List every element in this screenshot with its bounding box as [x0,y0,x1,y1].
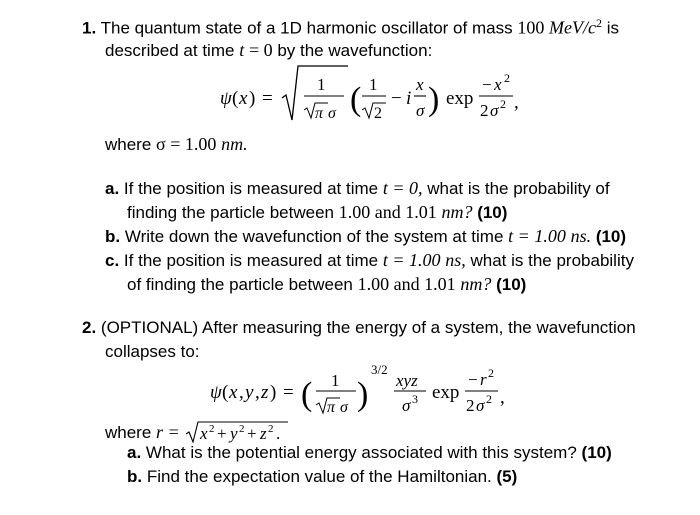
part-text: What is the potential energy associated with this system? [145,443,577,462]
part-text: Find the expectation value of the Hamiltonian. [146,467,492,486]
problem-2-line-2 [105,342,200,362]
problem-1-mass-unit: MeV/c [549,17,597,38]
svg-text:x: x [494,75,502,94]
svg-text:2: 2 [488,366,494,380]
svg-text:x: x [239,88,248,109]
svg-text:σ: σ [402,396,411,415]
svg-text:): ) [249,88,256,109]
part-text: of finding the particle between [127,275,353,294]
svg-text:−: − [468,370,478,389]
part-unit: ns, [445,250,466,270]
problem-1-part-c-line-2 [127,274,526,295]
part-points: (10) [595,227,627,246]
part-unit: nm? [441,202,473,222]
svg-text:): ) [428,81,440,118]
part-points: (10) [477,203,508,222]
svg-text:=: = [262,88,273,109]
svg-text:σ: σ [490,101,499,120]
part-math: t = 0, [382,178,423,198]
wavefunction-equation-1 [220,60,560,135]
svg-text:3: 3 [412,392,418,406]
svg-text:σ: σ [340,399,348,416]
svg-text:1: 1 [331,371,340,390]
part-label: a. [105,179,120,198]
problem-1-intro2-a: described at time [105,41,235,60]
svg-text:2: 2 [480,101,489,120]
svg-text:σ: σ [476,396,485,415]
problem-1-number: 1. [82,18,97,38]
problem-1-part-a-line-2 [127,202,507,223]
part-points: (10) [496,275,527,294]
problem-1-intro2-b: by the wavefunction: [277,41,433,60]
svg-text:2: 2 [268,423,274,435]
svg-text:i: i [406,88,412,109]
svg-text:.: . [276,424,281,443]
problem-2-number: 2. [82,318,97,337]
svg-text:,: , [500,387,505,408]
svg-text:r: r [480,370,487,389]
problem-1-part-c-line-1 [105,250,634,271]
svg-text:(: ( [350,81,362,118]
svg-text:y: y [245,382,254,403]
svg-text:z: z [260,424,268,443]
part-text-end: what is the probability of [427,179,610,198]
svg-text:exp: exp [432,382,460,403]
problem-1-where-label: where [105,135,152,154]
part-label: a. [127,443,142,462]
wavefunction-equation-2 [210,360,550,427]
problem-2-intro-a: (OPTIONAL) After measuring the energy of a system, the wavefunction [100,318,636,337]
part-math: 1.00 and 1.01 [338,202,437,222]
problem-2-intro-b: collapses to: [105,342,200,361]
problem-1-mass: 100 [517,17,545,38]
svg-text:,: , [514,92,519,113]
svg-text:2: 2 [486,392,492,406]
svg-text:ψ: ψ [220,88,232,109]
svg-text:π: π [327,399,336,416]
part-text-end: what is the probability [470,251,634,270]
svg-text:2: 2 [374,105,382,122]
part-points: (5) [496,467,518,486]
svg-text:+: + [217,424,228,443]
problem-1-line-1: 1. The quantum state of a 1D harmonic oscillator of mass 100 MeV/$c^2$ is [82,16,620,38]
svg-text:2: 2 [504,71,510,85]
svg-text:=: = [283,382,294,403]
part-label: c. [105,251,120,270]
part-unit: nm? [460,274,492,294]
problem-1-part-a-line-1 [105,178,610,199]
part-text: finding the particle between [127,203,334,222]
problem-1-part-b [105,226,626,247]
svg-text:,: , [255,382,260,403]
part-label: b. [127,467,143,486]
problem-1-t: t [239,40,245,60]
svg-text:y: y [230,424,238,443]
svg-text:ψ: ψ [210,382,222,403]
svg-text:2: 2 [239,423,245,435]
part-text: If the position is measured at time [123,179,379,198]
svg-text:σ: σ [416,101,425,120]
svg-text:−: − [482,75,492,94]
problem-1-sigma-value: σ = 1.00 [156,134,217,154]
part-math: t = 1.00 [382,250,441,270]
svg-text:+: + [247,424,258,443]
problem-1-intro-a: The quantum state of a 1D harmonic oscillator of mass [100,18,513,38]
svg-text:z: z [261,382,269,403]
svg-text:,: , [239,382,244,403]
svg-text:1: 1 [369,75,378,94]
svg-text:(: ( [301,376,313,413]
part-label: b. [105,227,121,246]
part-points: (10) [581,443,612,462]
svg-text:3/2: 3/2 [371,362,388,377]
problem-1-sigma-unit: nm. [221,134,248,154]
svg-text:xyz: xyz [396,371,418,390]
problem-1-line-2 [105,40,432,61]
svg-text:(: ( [232,88,239,109]
svg-text:exp: exp [446,88,474,109]
problem-1-intro-b: is [606,18,620,38]
part-math: 1.00 and 1.01 [357,274,456,294]
problem-2-r-def: r = [156,422,180,442]
problem-2-where-label: where [105,423,152,442]
part-text: Write down the wavefunction of the system at time [124,227,504,246]
problem-2-part-b [127,467,517,487]
svg-text:σ: σ [328,105,336,122]
part-unit: ns. [570,226,592,246]
svg-text:2: 2 [500,97,506,111]
problem-1-t-eq: = 0 [248,40,273,60]
svg-text:): ) [270,382,277,403]
svg-text:2: 2 [466,396,475,415]
problem-1-where [105,134,248,155]
part-text: If the position is measured at time [123,251,379,270]
problem-2-part-a [127,443,612,463]
svg-text:−: − [391,88,402,109]
svg-text:π: π [315,105,324,122]
problem-2-line-1 [82,318,636,338]
part-math: t = 1.00 [508,226,566,246]
svg-text:x: x [200,424,208,443]
svg-text:): ) [357,376,369,413]
svg-text:2: 2 [209,423,215,435]
svg-text:x: x [416,75,424,94]
svg-text:1: 1 [317,75,326,94]
svg-text:(: ( [222,382,229,403]
svg-text:x: x [229,382,238,403]
